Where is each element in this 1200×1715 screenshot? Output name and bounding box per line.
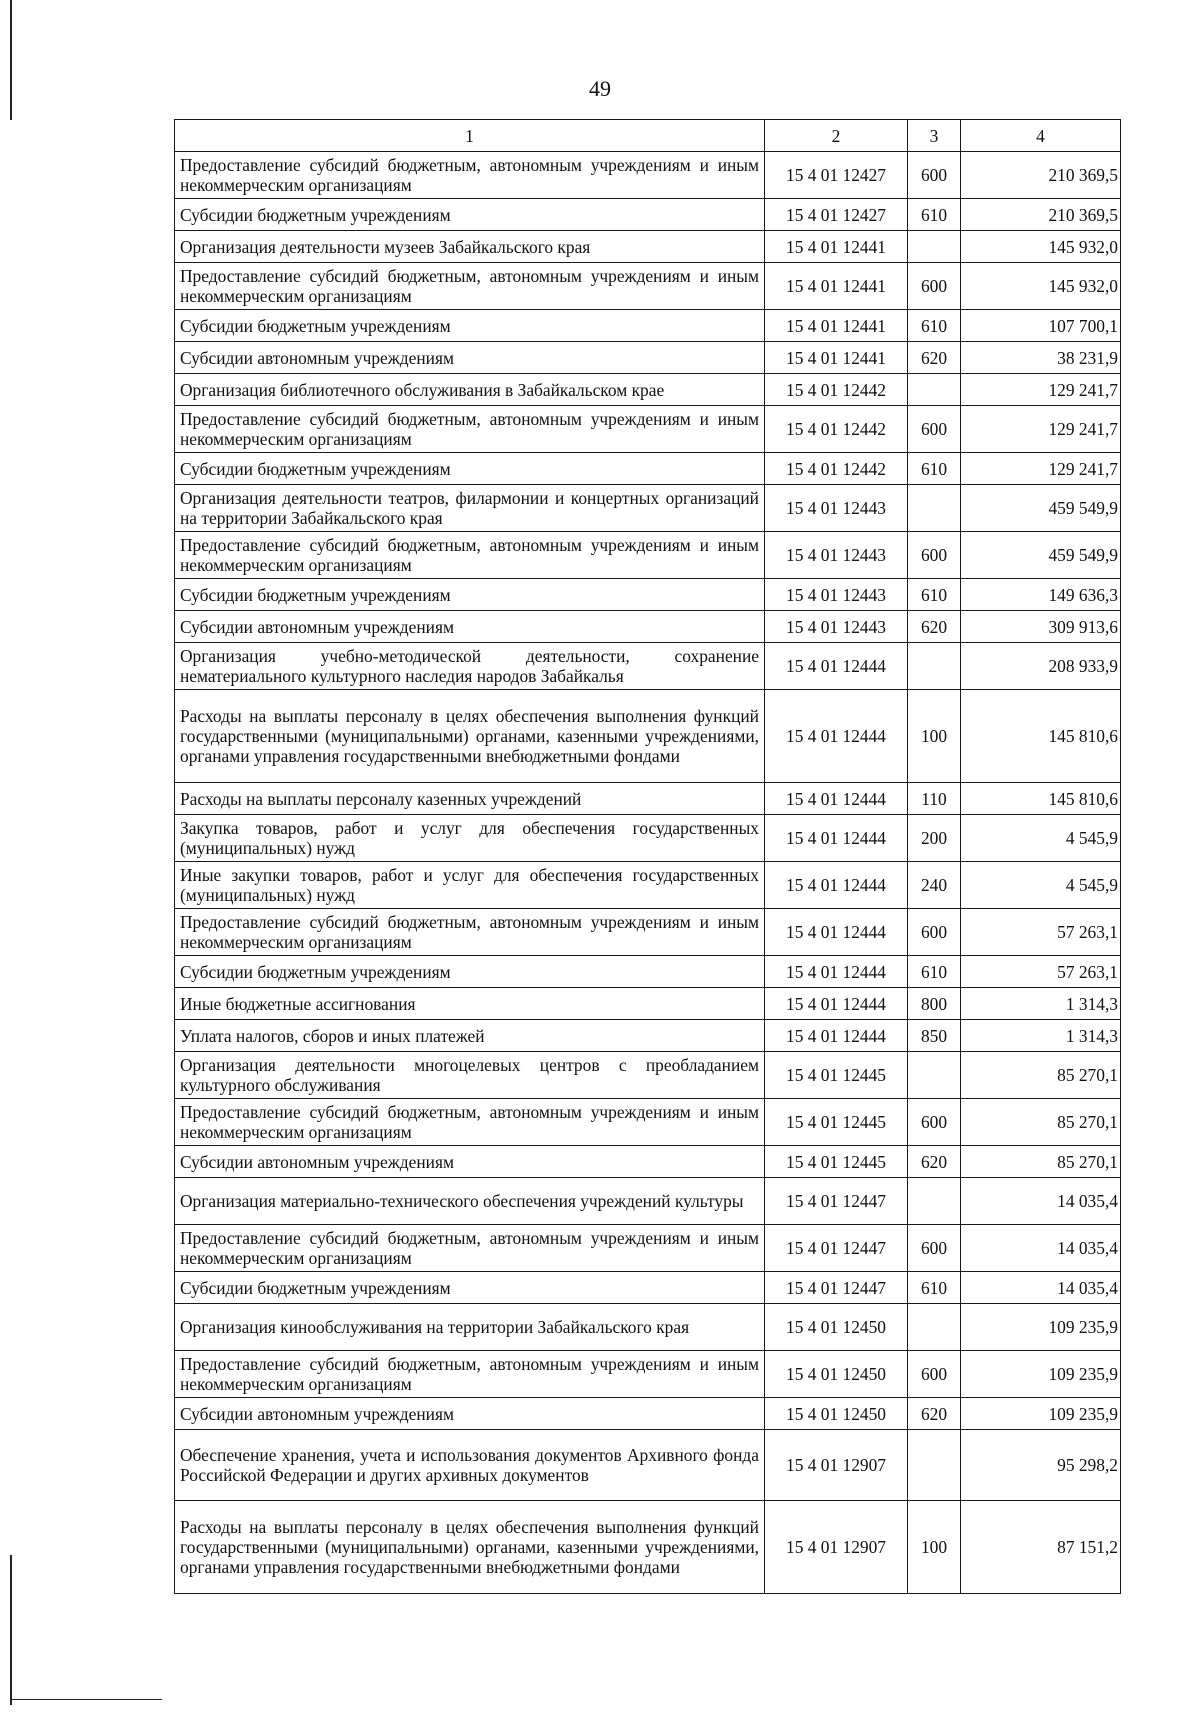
row-expense-type: 620 [908,342,961,374]
table-row [175,310,1121,342]
table-row [175,532,1121,579]
row-expense-type: 100 [908,1501,961,1594]
table-header-row [175,120,1121,152]
row-code: 15 4 01 12450 [765,1304,908,1351]
row-code: 15 4 01 12444 [765,956,908,988]
table-row [175,1501,1121,1594]
row-name: Организация деятельности театров, филармонии и концертных организаций на территории Забайкальского края [175,485,765,532]
page-number: 49 [589,76,611,101]
row-code: 15 4 01 12447 [765,1225,908,1272]
row-expense-type: 600 [908,1225,961,1272]
row-name: Субсидии бюджетным учреждениям [175,579,765,611]
row-name: Предоставление субсидий бюджетным, автономным учреждениям и иным некоммерческим организациям [175,1225,765,1272]
row-expense-type: 610 [908,579,961,611]
row-amount: 57 263,1 [961,956,1121,988]
table-row [175,231,1121,263]
row-expense-type: 620 [908,1398,961,1430]
row-name: Уплата налогов, сборов и иных платежей [175,1020,765,1052]
row-code: 15 4 01 12907 [765,1501,908,1594]
row-expense-type: 610 [908,1272,961,1304]
table-row [175,956,1121,988]
row-amount: 4 545,9 [961,862,1121,909]
table-row [175,453,1121,485]
row-expense-type: 600 [908,1099,961,1146]
row-name: Предоставление субсидий бюджетным, автономным учреждениям и иным некоммерческим организациям [175,532,765,579]
table-row [175,342,1121,374]
row-name: Предоставление субсидий бюджетным, автономным учреждениям и иным некоммерческим организациям [175,406,765,453]
row-amount: 109 235,9 [961,1304,1121,1351]
row-amount: 129 241,7 [961,453,1121,485]
row-code: 15 4 01 12442 [765,406,908,453]
row-name: Предоставление субсидий бюджетным, автономным учреждениям и иным некоммерческим организациям [175,1099,765,1146]
table-row [175,1146,1121,1178]
row-name: Организация учебно-методической деятельности, сохранение нематериального культурного наследия народов Забайкалья [175,643,765,690]
row-code: 15 4 01 12444 [765,909,908,956]
row-amount: 129 241,7 [961,406,1121,453]
table-row [175,611,1121,643]
table-row [175,485,1121,532]
scan-edge-line-left [10,0,12,120]
row-amount: 107 700,1 [961,310,1121,342]
row-name: Обеспечение хранения, учета и использования документов Архивного фонда Российской Федерации и других архивных документов [175,1430,765,1501]
row-code: 15 4 01 12441 [765,310,908,342]
row-code: 15 4 01 12447 [765,1272,908,1304]
column-header-name: 1 [175,120,765,152]
row-name: Субсидии автономным учреждениям [175,1146,765,1178]
table-row [175,1052,1121,1099]
row-expense-type [908,1178,961,1225]
row-expense-type: 600 [908,263,961,310]
row-expense-type [908,643,961,690]
row-code: 15 4 01 12441 [765,263,908,310]
row-name: Организация кинообслуживания на территории Забайкальского края [175,1304,765,1351]
column-header-expense-type: 3 [908,120,961,152]
row-amount: 57 263,1 [961,909,1121,956]
row-expense-type [908,374,961,406]
row-amount: 145 810,6 [961,783,1121,815]
row-code: 15 4 01 12444 [765,815,908,862]
table-row [175,579,1121,611]
row-amount: 1 314,3 [961,1020,1121,1052]
table-row [175,1272,1121,1304]
row-name: Субсидии бюджетным учреждениям [175,956,765,988]
row-expense-type: 620 [908,1146,961,1178]
row-amount: 14 035,4 [961,1178,1121,1225]
row-expense-type: 600 [908,406,961,453]
row-expense-type: 600 [908,909,961,956]
row-expense-type: 610 [908,956,961,988]
table-row [175,199,1121,231]
table-row [175,1020,1121,1052]
row-expense-type: 610 [908,199,961,231]
table-row [175,909,1121,956]
row-code: 15 4 01 12442 [765,374,908,406]
row-amount: 85 270,1 [961,1099,1121,1146]
row-amount: 459 549,9 [961,485,1121,532]
row-name: Субсидии бюджетным учреждениям [175,1272,765,1304]
row-amount: 85 270,1 [961,1052,1121,1099]
table-row [175,1351,1121,1398]
table-row [175,374,1121,406]
row-name: Субсидии автономным учреждениям [175,342,765,374]
row-amount: 38 231,9 [961,342,1121,374]
row-code: 15 4 01 12450 [765,1398,908,1430]
row-code: 15 4 01 12450 [765,1351,908,1398]
row-code: 15 4 01 12444 [765,1020,908,1052]
row-code: 15 4 01 12447 [765,1178,908,1225]
table-row [175,1225,1121,1272]
table-row [175,643,1121,690]
row-name: Расходы на выплаты персоналу в целях обеспечения выполнения функций государственными (муниципальными) органами, казенными учреждениями, органами управления государственными внебюджетными фондами [175,1501,765,1594]
column-header-code: 2 [765,120,908,152]
row-name: Расходы на выплаты персоналу казенных учреждений [175,783,765,815]
row-name: Предоставление субсидий бюджетным, автономным учреждениям и иным некоммерческим организациям [175,1351,765,1398]
row-expense-type [908,485,961,532]
row-amount: 149 636,3 [961,579,1121,611]
row-amount: 145 932,0 [961,263,1121,310]
row-expense-type: 110 [908,783,961,815]
row-code: 15 4 01 12907 [765,1430,908,1501]
row-expense-type [908,1304,961,1351]
row-name: Субсидии бюджетным учреждениям [175,310,765,342]
row-code: 15 4 01 12441 [765,231,908,263]
table-row [175,152,1121,199]
row-code: 15 4 01 12444 [765,643,908,690]
table-row [175,1398,1121,1430]
row-amount: 210 369,5 [961,152,1121,199]
table-row [175,783,1121,815]
row-name: Организация библиотечного обслуживания в Забайкальском крае [175,374,765,406]
row-code: 15 4 01 12445 [765,1146,908,1178]
row-amount: 85 270,1 [961,1146,1121,1178]
row-name: Субсидии бюджетным учреждениям [175,199,765,231]
table-row [175,1304,1121,1351]
column-header-amount: 4 [961,120,1121,152]
row-name: Расходы на выплаты персоналу в целях обеспечения выполнения функций государственными (муниципальными) органами, казенными учреждениями, органами управления государственными внебюджетными фондами [175,690,765,783]
row-expense-type: 620 [908,611,961,643]
row-code: 15 4 01 12444 [765,862,908,909]
row-amount: 1 314,3 [961,988,1121,1020]
scan-edge-line-bottom-left [10,1555,12,1705]
row-name: Предоставление субсидий бюджетным, автономным учреждениям и иным некоммерческим организациям [175,263,765,310]
row-expense-type: 610 [908,453,961,485]
row-name: Организация деятельности многоцелевых центров с преобладанием культурного обслуживания [175,1052,765,1099]
row-code: 15 4 01 12442 [765,453,908,485]
row-amount: 95 298,2 [961,1430,1121,1501]
table-row [175,690,1121,783]
row-code: 15 4 01 12445 [765,1099,908,1146]
row-code: 15 4 01 12441 [765,342,908,374]
row-name: Организация материально-технического обеспечения учреждений культуры [175,1178,765,1225]
row-code: 15 4 01 12444 [765,988,908,1020]
row-amount: 145 932,0 [961,231,1121,263]
row-expense-type: 240 [908,862,961,909]
table-row [175,862,1121,909]
row-amount: 208 933,9 [961,643,1121,690]
row-code: 15 4 01 12444 [765,783,908,815]
row-code: 15 4 01 12444 [765,690,908,783]
table-row [175,1430,1121,1501]
row-amount: 14 035,4 [961,1225,1121,1272]
row-code: 15 4 01 12427 [765,199,908,231]
row-expense-type: 600 [908,1351,961,1398]
table-row [175,1099,1121,1146]
row-name: Предоставление субсидий бюджетным, автономным учреждениям и иным некоммерческим организациям [175,152,765,199]
row-code: 15 4 01 12443 [765,532,908,579]
row-code: 15 4 01 12445 [765,1052,908,1099]
table-row [175,1178,1121,1225]
row-amount: 87 151,2 [961,1501,1121,1594]
row-name: Иные закупки товаров, работ и услуг для обеспечения государственных (муниципальных) нужд [175,862,765,909]
row-expense-type [908,1430,961,1501]
row-expense-type: 600 [908,152,961,199]
row-name: Субсидии бюджетным учреждениям [175,453,765,485]
row-expense-type: 100 [908,690,961,783]
row-amount: 129 241,7 [961,374,1121,406]
row-code: 15 4 01 12443 [765,611,908,643]
row-expense-type: 600 [908,532,961,579]
row-expense-type: 800 [908,988,961,1020]
budget-table [174,119,1121,1594]
scan-edge-line-bottom [12,1699,162,1700]
table-row [175,988,1121,1020]
row-name: Субсидии автономным учреждениям [175,1398,765,1430]
row-amount: 4 545,9 [961,815,1121,862]
row-amount: 210 369,5 [961,199,1121,231]
row-expense-type: 610 [908,310,961,342]
row-amount: 309 913,6 [961,611,1121,643]
row-expense-type: 850 [908,1020,961,1052]
table-row [175,815,1121,862]
row-amount: 459 549,9 [961,532,1121,579]
row-amount: 14 035,4 [961,1272,1121,1304]
row-name: Организация деятельности музеев Забайкальского края [175,231,765,263]
row-amount: 109 235,9 [961,1398,1121,1430]
row-expense-type [908,1052,961,1099]
row-name: Субсидии автономным учреждениям [175,611,765,643]
row-expense-type [908,231,961,263]
row-amount: 109 235,9 [961,1351,1121,1398]
row-code: 15 4 01 12427 [765,152,908,199]
row-code: 15 4 01 12443 [765,485,908,532]
row-code: 15 4 01 12443 [765,579,908,611]
row-expense-type: 200 [908,815,961,862]
row-name: Закупка товаров, работ и услуг для обеспечения государственных (муниципальных) нужд [175,815,765,862]
row-name: Иные бюджетные ассигнования [175,988,765,1020]
table-row [175,263,1121,310]
row-amount: 145 810,6 [961,690,1121,783]
row-name: Предоставление субсидий бюджетным, автономным учреждениям и иным некоммерческим организациям [175,909,765,956]
table-row [175,406,1121,453]
